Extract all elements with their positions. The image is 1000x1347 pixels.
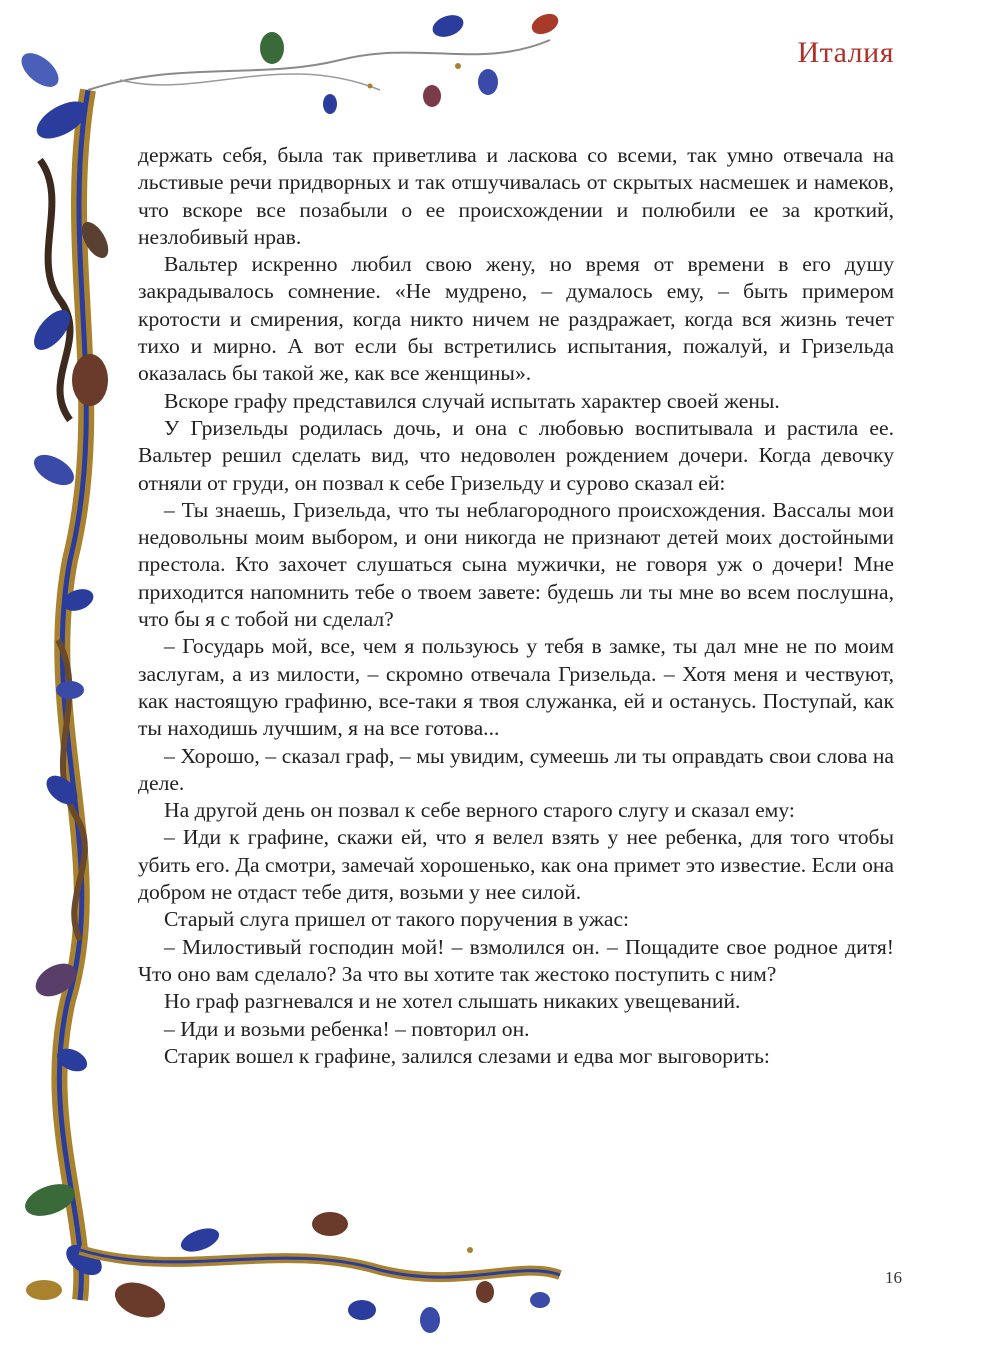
paragraph: – Иди и возьми ребенка! – повторил он. xyxy=(164,1016,530,1041)
paragraph: У Гризельды родилась дочь, и она с любовью воспитывала и растила ее. Вальтер решил сделать вид, что недоволен рождением дочери. Когда девочку отняли от груди, он позвал к себе Гризельду и сурово сказал ей: xyxy=(138,415,894,495)
paragraph: На другой день он позвал к себе верного старого слугу и сказал ему: xyxy=(164,798,795,823)
paragraph: – Хорошо, – сказал граф, – мы увидим, сумеешь ли ты оправдать свои слова на деле. xyxy=(138,743,894,795)
paragraph: – Государь мой, все, чем я пользуюсь у тебя в замке, ты дал мне не по моим заслугам, а из милости, – скромно отвечала Гризельда. – Хотя меня и чествуют, как настоящую графиню, все-таки я твоя служанка, ей и останусь. Поступай, как ты находишь лучшим, я на все готова... xyxy=(138,634,894,741)
paragraph: – Милостивый господин мой! – взмолился он. – Пощадите свое родное дитя! Что оно вам сделало? За что вы хотите так жестоко поступить с ним? xyxy=(138,934,894,986)
paragraph: – Ты знаешь, Гризельда, что ты неблагородного происхождения. Вассалы мои недовольны моим выбором, и они никогда не признают детей моих достойными престола. Кто захочет слушаться сына мужички, не говоря уж о дочери! Мне приходится напомнить тебе о твоем завете: будешь ли ты мне во всем послушна, что бы я с тобой ни сделал? xyxy=(138,497,894,632)
paragraph: Старик вошел к графине, залился слезами и едва мог выговорить: xyxy=(164,1043,770,1068)
bottom-vine xyxy=(80,1212,560,1333)
body-text xyxy=(138,142,894,1070)
left-vine xyxy=(15,47,113,1300)
paragraph: держать себя, была так приветлива и ласкова со всеми, так умно отвечала на льстивые речи придворных и так отшучивалась от скрытых насмешек и намеков, что вскоре все позабыли о ее происхождении и полюбили ее за кроткий, незлобивый нрав. xyxy=(138,143,894,249)
paragraph: Но граф разгневался и не хотел слышать никаких увещеваний. xyxy=(164,989,741,1014)
paragraph: Вальтер искренно любил свою жену, но время от времени в его душу закрадывалось сомнение. «Не мудрено, – думалось ему, – быть примером кротости и смирения, когда никто ничем не раздражает, когда вся жизнь течет тихо и мирно. А вот если бы встретились испытания, пожалуй, и Гризельда оказалась бы такой же, как все женщины». xyxy=(138,252,894,386)
page-number: 16 xyxy=(885,1268,902,1287)
paragraph: Вскоре графу представился случай испытать характер своей жены. xyxy=(164,388,780,413)
page-header-title: Италия xyxy=(797,36,894,69)
paragraph: Старый слуга пришел от такого поручения в ужас: xyxy=(164,907,630,932)
top-vine xyxy=(88,10,561,114)
paragraph: – Иди к графине, скажи ей, что я велел взять у нее ребенка, для того чтобы убить его. Да смотри, замечай хорошенько, как она примет это известие. Если она добром не отдаст тебе дитя, возьми у нее силой. xyxy=(138,825,895,905)
